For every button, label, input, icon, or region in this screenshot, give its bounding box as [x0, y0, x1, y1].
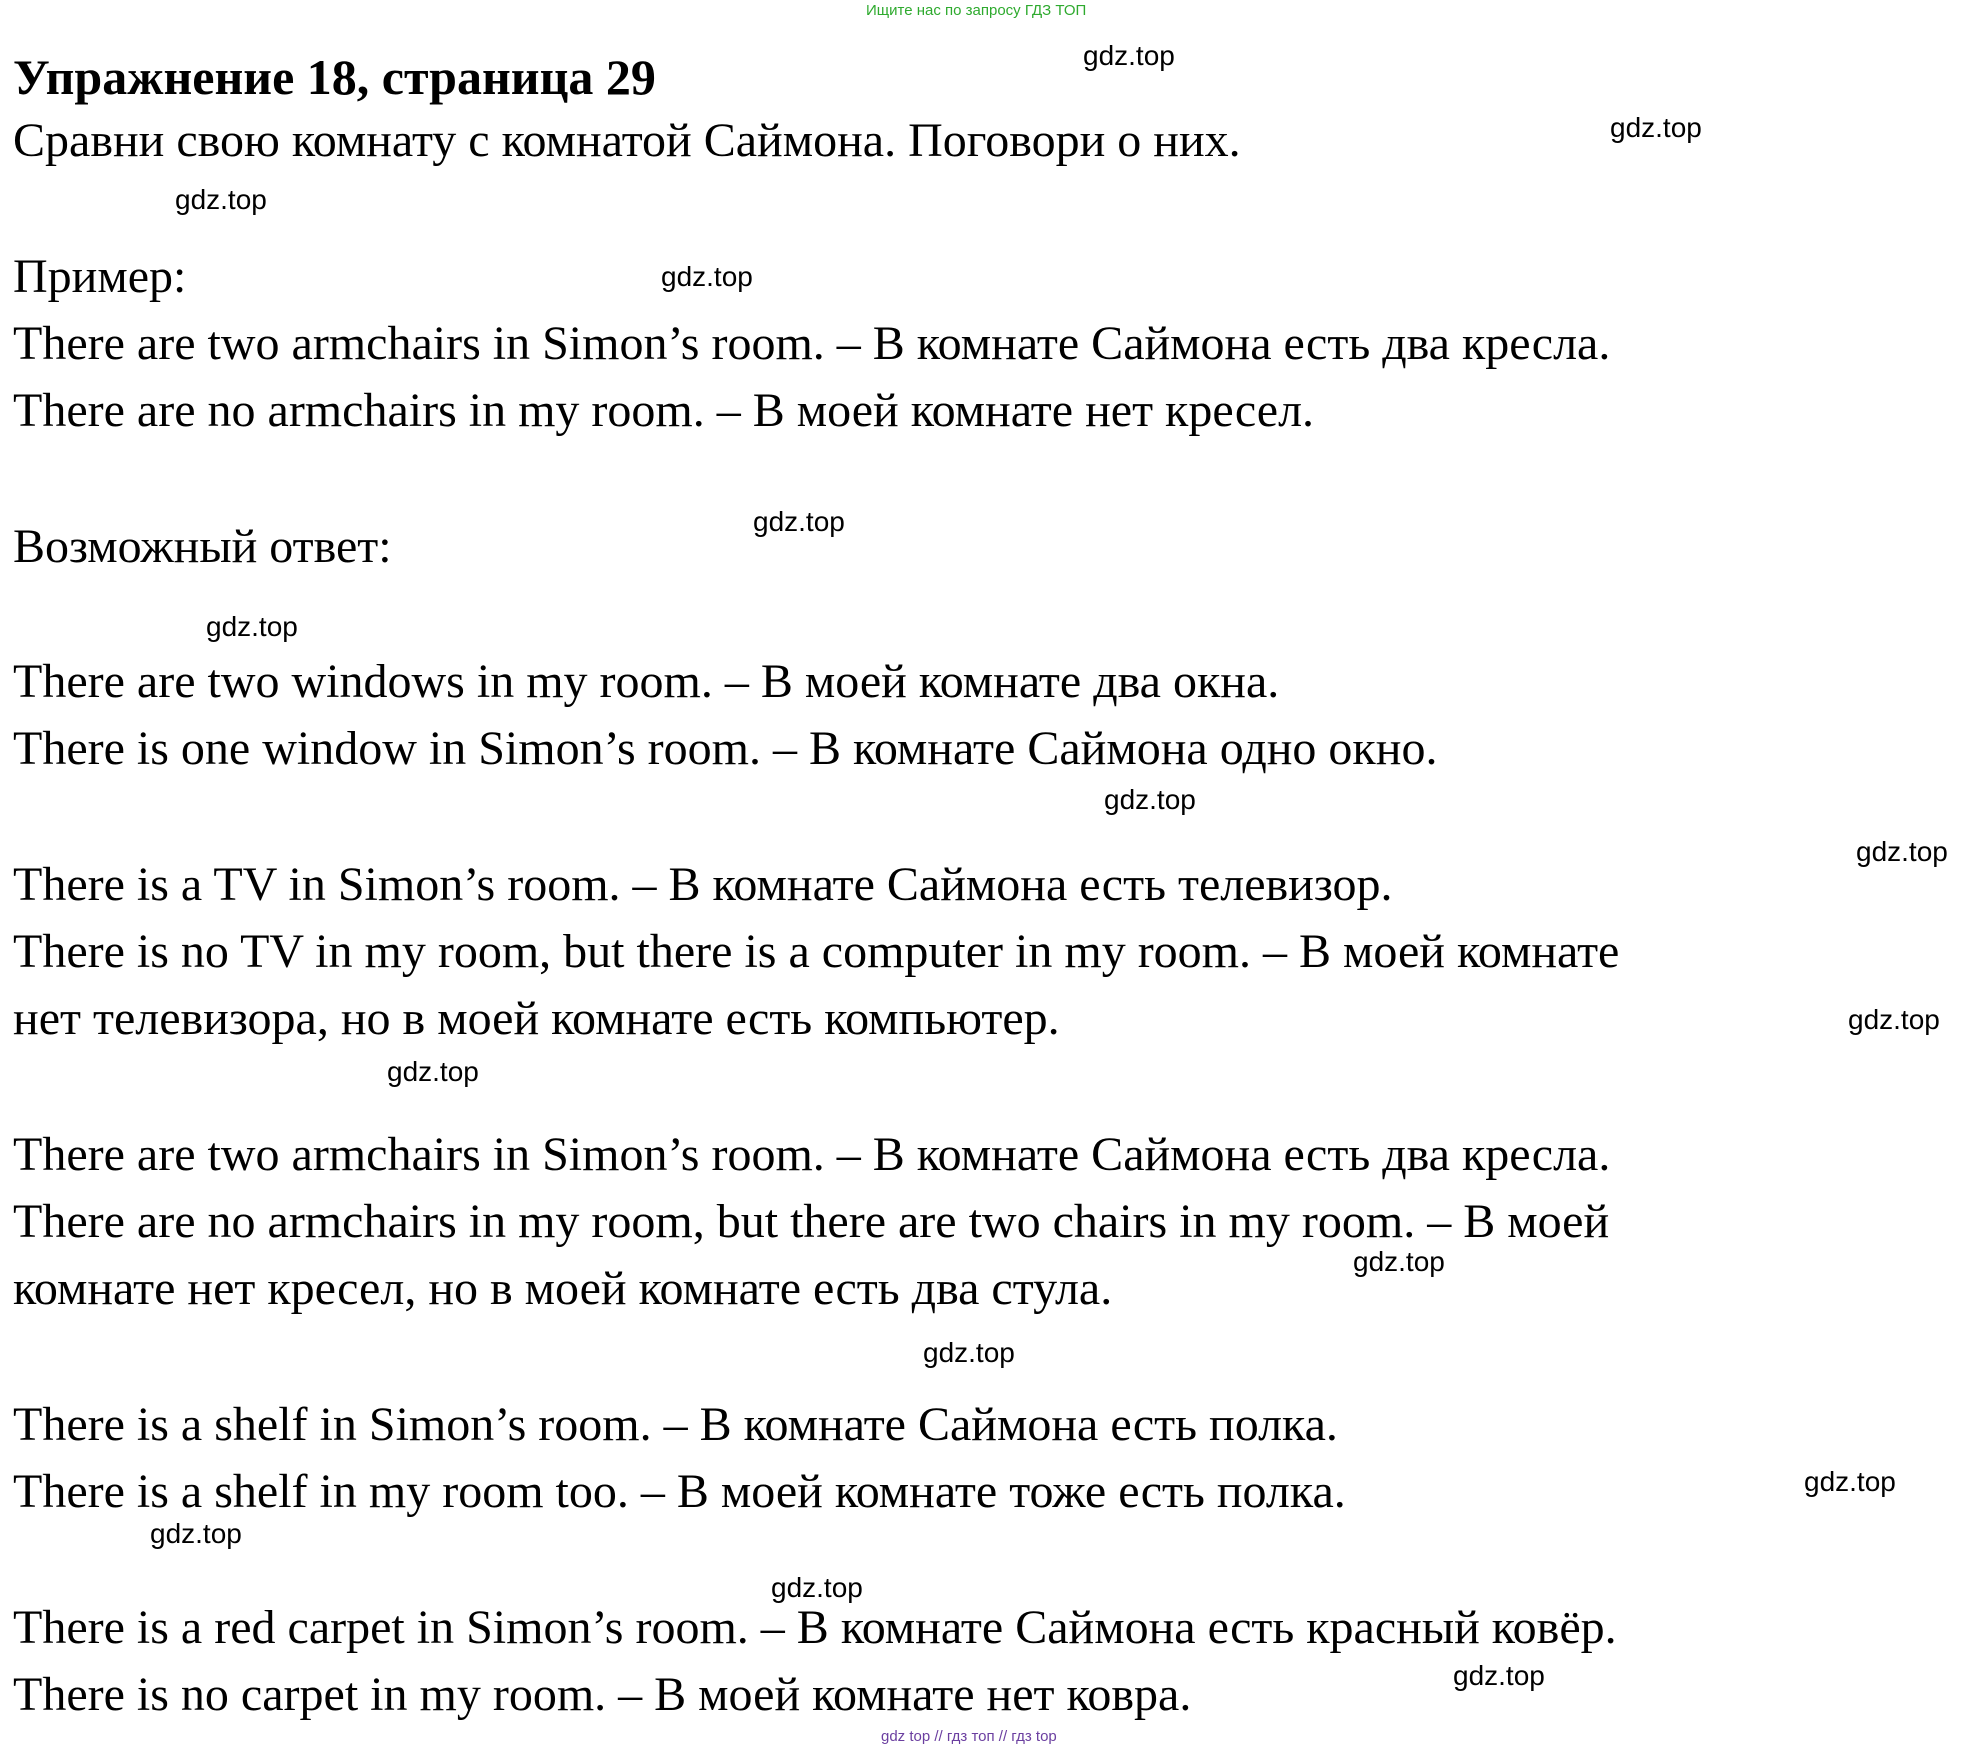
- watermark: gdz.top: [1804, 1466, 1896, 1497]
- answer-line: There is no TV in my room, but there is a computer in my room. – В моей комнате: [13, 925, 1620, 978]
- answer-line: There are no armchairs in my room, but there are two chairs in my room. – В моей: [13, 1195, 1610, 1248]
- watermark: gdz.top: [175, 184, 267, 215]
- example-label: Пример:: [13, 250, 187, 303]
- page-title: Упражнение 18, страница 29: [13, 49, 656, 105]
- watermark: gdz.top: [206, 611, 298, 642]
- footer-watermark: gdz top // гдз топ // гдз top: [881, 1728, 1057, 1745]
- top-banner: Ищите нас по запросу ГДЗ ТОП: [866, 2, 1087, 19]
- watermark: gdz.top: [923, 1337, 1015, 1368]
- watermark: gdz.top: [771, 1572, 863, 1603]
- task-text: Сравни свою комнату с комнатой Саймона. Поговори о них.: [13, 114, 1241, 167]
- watermark: gdz.top: [1848, 1004, 1940, 1035]
- watermark: gdz.top: [1856, 836, 1948, 867]
- answer-label: Возможный ответ:: [13, 520, 392, 573]
- watermark: gdz.top: [1353, 1246, 1445, 1277]
- watermark: gdz.top: [1083, 40, 1175, 71]
- watermark: gdz.top: [1104, 784, 1196, 815]
- answer-line: There is no carpet in my room. – В моей комнате нет ковра.: [13, 1668, 1192, 1721]
- answer-line: There is a TV in Simon’s room. – В комнате Саймона есть телевизор.: [13, 858, 1393, 911]
- answer-line: комнате нет кресел, но в моей комнате есть два стула.: [13, 1262, 1113, 1315]
- answer-line: There are two windows in my room. – В моей комнате два окна.: [13, 655, 1280, 708]
- watermark: gdz.top: [150, 1518, 242, 1549]
- watermark: gdz.top: [1453, 1660, 1545, 1691]
- example-line: There are no armchairs in my room. – В моей комнате нет кресел.: [13, 384, 1315, 437]
- watermark: gdz.top: [753, 506, 845, 537]
- answer-line: There are two armchairs in Simon’s room. – В комнате Саймона есть два кресла.: [13, 1128, 1611, 1181]
- watermark: gdz.top: [387, 1056, 479, 1087]
- answer-line: There is a red carpet in Simon’s room. – В комнате Саймона есть красный ковёр.: [13, 1601, 1617, 1654]
- answer-line: There is one window in Simon’s room. – В комнате Саймона одно окно.: [13, 722, 1438, 775]
- watermark: gdz.top: [1610, 112, 1702, 143]
- answer-line: There is a shelf in my room too. – В моей комнате тоже есть полка.: [13, 1465, 1346, 1518]
- answer-line: нет телевизора, но в моей комнате есть компьютер.: [13, 992, 1060, 1045]
- example-line: There are two armchairs in Simon’s room. – В комнате Саймона есть два кресла.: [13, 317, 1611, 370]
- answer-line: There is a shelf in Simon’s room. – В комнате Саймона есть полка.: [13, 1398, 1338, 1451]
- watermark: gdz.top: [661, 261, 753, 292]
